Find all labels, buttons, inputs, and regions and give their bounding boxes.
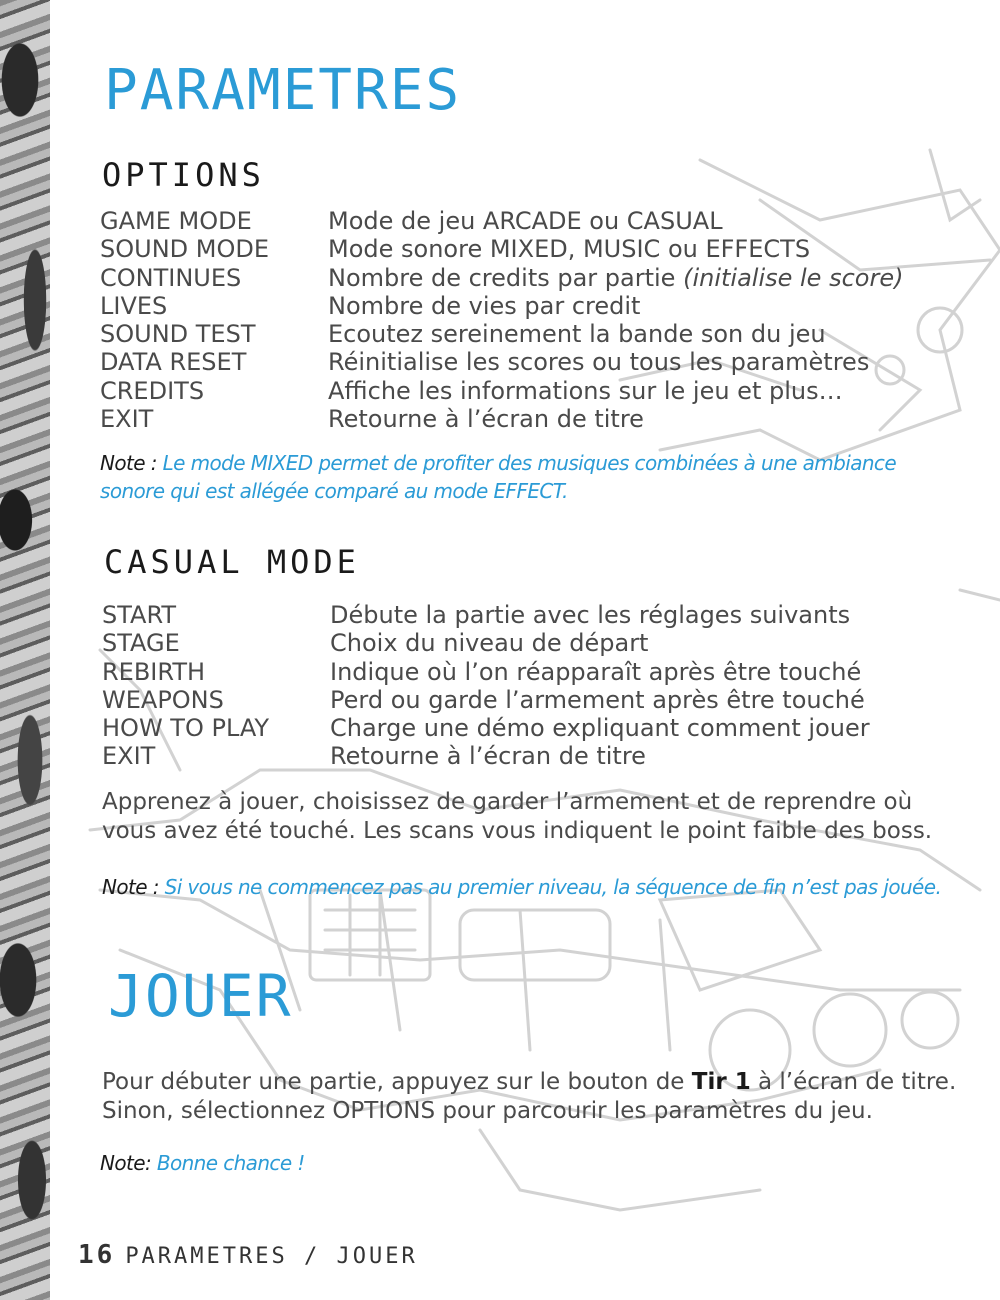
option-term: SOUND MODE [100,235,269,264]
option-desc: Nombre de vies par credit [328,291,641,320]
option-term: DATA RESET [100,348,247,377]
casual-desc: Indique où l’on réapparaît après être touché [330,657,862,686]
casual-desc: Perd ou garde l’armement après être touché [330,685,865,714]
casual-mode-paragraph [102,788,932,845]
note-label: Note : [102,875,165,899]
option-desc: Mode de jeu ARCADE ou CASUAL [328,207,723,235]
casual-desc: Retourne à l’écran de titre [330,742,646,771]
casual-mode-heading: CASUAL MODE [104,543,360,581]
paragraph-line: Sinon, sélectionnez OPTIONS pour parcourir les paramètres du jeu. [102,1097,873,1124]
note-text: Bonne chance ! [156,1151,305,1175]
note-label: Note: [100,1151,157,1175]
option-term: LIVES [100,291,168,320]
parametres-title: PARAMETRES [104,58,462,123]
casual-term: HOW TO PLAY [102,714,270,743]
option-term: CREDITS [100,376,205,405]
button-name: Tir 1 [691,1069,751,1095]
paragraph-line: Pour débuter une partie, appuyez sur le bouton de [102,1069,692,1095]
note-text: sonore qui est allégée comparé au mode EFFECT. [100,479,568,503]
footer-section: PARAMETRES / JOUER [125,1244,418,1269]
casual-mode-note [102,873,941,901]
option-desc: Retourne à l’écran de titre [328,405,644,434]
jouer-title: JOUER [108,962,293,1030]
option-desc: Nombre de credits par partie (initialise le score) [328,263,904,292]
option-desc: Réinitialise les scores ou tous les paramètres [328,348,870,377]
casual-term: EXIT [102,742,156,771]
option-desc: Affiche les informations sur le jeu et plus… [328,376,843,405]
option-term: EXIT [100,405,154,434]
casual-desc: Choix du niveau de départ [330,629,649,658]
casual-term: START [102,601,177,629]
option-desc: Ecoutez sereinement la bande son du jeu [328,320,826,349]
options-note [100,449,896,505]
paragraph-line: à l’écran de titre. [750,1069,957,1095]
note-text: Le mode MIXED permet de profiter des musiques combinées à une ambiance [162,451,897,475]
jouer-paragraph [102,1068,956,1125]
option-term: CONTINUES [100,263,242,292]
page-number: 16 [78,1240,116,1270]
casual-term: STAGE [102,629,180,658]
paragraph-line: vous avez été touché. Les scans vous indiquent le point faible des boss. [102,817,933,844]
options-heading: OPTIONS [102,156,265,194]
note-text: Si vous ne commencez pas au premier niveau, la séquence de fin n’est pas jouée. [164,875,942,899]
casual-desc: Charge une démo expliquant comment jouer [330,714,870,743]
note-label: Note : [100,451,163,475]
page-footer [78,1240,418,1270]
option-term: SOUND TEST [100,320,256,349]
option-desc: Mode sonore MIXED, MUSIC ou EFFECTS [328,235,811,264]
casual-term: REBIRTH [102,657,206,686]
jouer-note [100,1149,305,1177]
option-desc-emphasis: (initialise le score) [683,263,904,292]
sidebar-art-strip [0,0,50,1300]
casual-desc: Débute la partie avec les réglages suivants [330,601,851,629]
option-term: GAME MODE [100,207,252,235]
casual-term: WEAPONS [102,685,224,714]
paragraph-line: Apprenez à jouer, choisissez de garder l’armement et de reprendre où [102,789,913,815]
